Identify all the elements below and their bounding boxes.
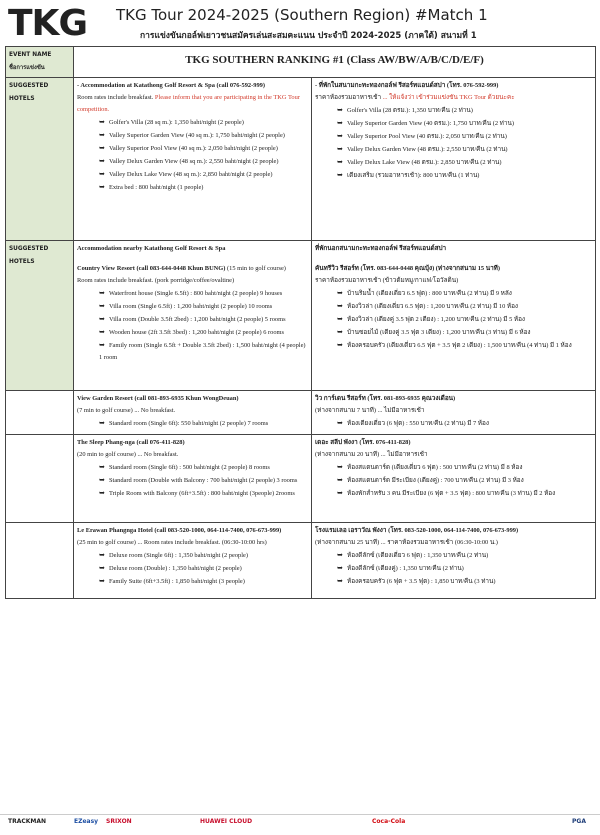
country-view-en: Accommodation nearby Katathong Golf Resort & Spa Country View Resort (call 083-644-0448 Khun BUNG) (15 min to golf course) Room rates include breakfast. (pork porridge/coffee/ovaltine) ➥ Waterfront house (Single 6.5ft) : 800 baht/night (2 people) 9 houses ➥ Villa room (Single 6.5ft) : 1,200 baht/night (2 people) 10 rooms ➥ Villa room (Double 3.5ft 2bed) : 1,200 baht/night (2 people) 5 rooms ➥ Wooden house (2ft 3.5ft 3bed) : 1,200 baht/night (2 people) 6 rooms ➥ Family room (Single 6.5ft + Double 3.5ft 2bed) : 1,500 baht/night (4 people) 1 room: [74, 241, 312, 391]
empty-label-cell: [6, 435, 74, 523]
event-name-row: [6, 47, 596, 78]
arrow-icon: ➥: [99, 131, 105, 139]
page-header: [0, 0, 600, 46]
arrow-icon: ➥: [99, 419, 105, 427]
arrow-icon: ➥: [337, 119, 343, 127]
erawan-en: Le Erawan Phangnga Hotel (call 083-520-1000, 064-114-7400, 076-673-999) (25 min to golf course) ... Room rates include breakfast. (06:30-10:00 hrs) ➥ Deluxe room (Single 6ft) : 1,350 baht/night (2 people) ➥ Deluxe room (Double) : 1,350 baht/night (2 people) ➥ Family Suite (6ft+3.5ft) : 1,850 baht/night (3 people): [74, 523, 312, 599]
arrow-icon: ➥: [337, 171, 343, 179]
arrow-icon: ➥: [99, 170, 105, 178]
arrow-icon: ➥: [99, 183, 105, 191]
arrow-icon: ➥: [99, 144, 105, 152]
sleep-th: เดอะ สลีป พังงา (โทร. 076-411-828) (ห่างจากสนาม 20 นาที) ... ไม่มีอาหารเช้า ➥ ห้องสแตนดาร์ด (เตียงเดี่ยว 6 ฟุต) : 500 บาท/คืน (2 ท่าน) มี 8 ห้อง ➥ ห้องสแตนดาร์ด มีระเบียง (เตียงคู่) : 700 บาท/คืน (2 ท่าน) มี 3 ห้อง ➥ ห้องพักสำหรับ 3 คน มีระเบียง (6 ฟุต + 3.5 ฟุต) : 800 บาท/คืน (3 ท่าน) มี 2 ห้อง: [312, 435, 596, 523]
hotel-row-country-view: [6, 241, 596, 391]
arrow-icon: ➥: [99, 551, 105, 559]
arrow-icon: ➥: [99, 315, 105, 323]
tkg-logo: TKG: [8, 3, 88, 44]
empty-label-cell: [6, 523, 74, 599]
country-view-th: ที่พักนอกสนามกะทะทองกอล์ฟ รีสอร์ทแอนด์สปา คันทรีวิว รีสอร์ท (โทร. 083-644-0448 คุณบุ้ง) (ห่างจากสนาม 15 นาที) ราคาห้องรวมอาหารเช้า (ข้าวต้มหมู/กาแฟ/โอวัลติน) ➥ บ้านริมน้ำ (เตียงเดี่ยว 6.5 ฟุต) : 800 บาท/คืน (2 ท่าน) มี 9 หลัง ➥ ห้องวิวล่า (เตียงเดี่ยว 6.5 ฟุต) : 1,200 บาท/คืน (2 ท่าน) มี 10 ห้อง ➥ ห้องวิวล่า (เตียงคู่ 3.5 ฟุต 2 เตียง) : 1,200 บาท/คืน (2 ท่าน) มี 5 ห้อง ➥ บ้านซอยไม้ (เตียงคู่ 3.5 ฟุต 3 เตียง) : 1,200 บาท/คืน (3 ท่าน) มี 6 ห้อง ➥ ห้องครอบครัว (เตียงเดี่ยว 6.5 ฟุต + 3.5 ฟุต 2 เตียง) : 1,500 บาท/คืน (4 ท่าน) มี 1 ห้อง: [312, 241, 596, 391]
view-garden-en: View Garden Resort (call 081-893-6935 Khun WongDeuan) (7 min to golf course) ... No breakfast. ➥ Standard room (Single 6ft): 550 baht/night (2 people) 7 rooms: [74, 391, 312, 435]
arrow-icon: ➥: [337, 302, 343, 310]
arrow-icon: ➥: [337, 315, 343, 323]
hotel-row-view-garden: [6, 391, 596, 435]
arrow-icon: ➥: [99, 328, 105, 336]
arrow-icon: ➥: [99, 289, 105, 297]
arrow-icon: ➥: [99, 341, 105, 349]
katathong-en: - Accommodation at Katathong Golf Resort & Spa (call 076-592-999) Room rates include breakfast. Please inform that you are participating in the TKG Tour competition. ➥ Golfer's Villa (28 sq m.): 1,350 baht/night (2 people) ➥ Valley Superior Garden View (40 sq m.): 1,750 baht/night (2 people) ➥ Valley Superior Pool View (40 sq m.): 2,050 baht/night (2 people) ➥ Valley Delux Garden View (48 sq m.): 2,550 baht/night (2 people) ➥ Valley Delux Lake View (48 sq m.): 2,850 baht/night (2 people) ➥ Extra bed : 800 baht/night (1 people): [74, 78, 312, 241]
arrow-icon: ➥: [99, 476, 105, 484]
arrow-icon: ➥: [99, 463, 105, 471]
arrow-icon: ➥: [99, 489, 105, 497]
arrow-icon: ➥: [337, 551, 343, 559]
arrow-icon: ➥: [337, 419, 343, 427]
arrow-icon: ➥: [337, 577, 343, 585]
event-name-label: EVENT NAME ชื่อการแข่งขัน: [6, 47, 74, 78]
page-title: TKG Tour 2024-2025 (Southern Region) #Match 1: [116, 6, 488, 24]
sponsor-logo: TRACKMAN: [8, 818, 47, 825]
sponsor-logo: HUAWEI CLOUD: [200, 818, 253, 825]
erawan-th: โรงแรมเลอ เอราวัณ พังงา (โทร. 083-520-1000, 064-114-7400, 076-673-999) (ห่างจากสนาม 25 นาที) ... ราคาห้องรวมอาหารเช้า (06:30-10:00 น.) ➥ ห้องดีลักซ์ (เตียงเดี่ยว 6 ฟุต) : 1,350 บาท/คืน (2 ท่าน) ➥ ห้องดีลักซ์ (เตียงคู่) : 1,350 บาท/คืน (2 ท่าน) ➥ ห้องครอบครัว (6 ฟุต + 3.5 ฟุต) : 1,850 บาท/คืน (3 ท่าน): [312, 523, 596, 599]
hotel-row-sleep: [6, 435, 596, 523]
sponsor-logo: PGA: [572, 818, 586, 825]
katathong-th: - ที่พักในสนามกะทะทองกอล์ฟ รีสอร์ทแอนด์สปา (โทร. 076-592-999) ราคาห้องรวมอาหารเช้า ... ให้แจ้งว่า เข้าร่วมแข่งขัน TKG Tour ด้วยนะคะ ➥ Golfer's Villa (28 ตรม.): 1,350 บาท/คืน (2 ท่าน) ➥ Valley Superior Garden View (40 ตรม.): 1,750 บาท/คืน (2 ท่าน) ➥ Valley Superior Pool View (40 ตรม.): 2,050 บาท/คืน (2 ท่าน) ➥ Valley Delux Garden View (48 ตรม.): 2,550 บาท/คืน (2 ท่าน) ➥ Valley Delux Lake View (48 ตรม.): 2,850 บาท/คืน (2 ท่าน) ➥ เตียงเสริม (รวมอาหารเช้า): 800 บาท/คืน (1 ท่าน): [312, 78, 596, 241]
view-garden-th: วิว การ์เดน รีสอร์ท (โทร. 081-893-6935 คุณวงเดือน) (ห่างจากสนาม 7 นาที) ... ไม่มีอาหารเช้า ➥ ห้องเตียงเดี่ยว (6 ฟุต) : 550 บาท/คืน (2 ท่าน) มี 7 ห้อง: [312, 391, 596, 435]
sleep-en: The Sleep Phang-nga (call 076-411-828) (20 min to golf course) ... No breakfast. ➥ Standard room (Single 6ft) : 500 baht/night (2 people) 8 rooms ➥ Standard room (Double with Balcony : 700 baht/night (2 people) 3 rooms ➥ Triple Room with Balcony (6ft+3.5ft) : 800 baht/night (3people) 2rooms: [74, 435, 312, 523]
arrow-icon: ➥: [337, 463, 343, 471]
sponsor-logo: EZeasy: [74, 818, 99, 825]
hotels-table: [5, 46, 596, 599]
arrow-icon: ➥: [337, 158, 343, 166]
hotel-row-erawan: [6, 523, 596, 599]
sponsor-logo: Coca-Cola: [372, 818, 406, 825]
suggested-hotels-label: SUGGESTED HOTELS: [6, 78, 74, 241]
arrow-icon: ➥: [337, 132, 343, 140]
arrow-icon: ➥: [99, 577, 105, 585]
arrow-icon: ➥: [337, 145, 343, 153]
sponsor-footer: [0, 814, 600, 835]
arrow-icon: ➥: [337, 564, 343, 572]
page-subtitle: การแข่งขันกอล์ฟเยาวชนสมัครเล่นสะสมคะแนน ประจำปี 2024-2025 (ภาคใต้) สนามที่ 1: [140, 31, 477, 41]
arrow-icon: ➥: [337, 476, 343, 484]
ranking-title: TKG SOUTHERN RANKING #1 (Class AW/BW/A/B/C/D/E/F): [74, 47, 596, 78]
arrow-icon: ➥: [99, 302, 105, 310]
sponsor-logo: SRIXON: [106, 818, 132, 825]
arrow-icon: ➥: [99, 118, 105, 126]
arrow-icon: ➥: [337, 328, 343, 336]
arrow-icon: ➥: [99, 157, 105, 165]
empty-label-cell: [6, 391, 74, 435]
arrow-icon: ➥: [99, 564, 105, 572]
arrow-icon: ➥: [337, 106, 343, 114]
arrow-icon: ➥: [337, 489, 343, 497]
hotel-row-katathong: [6, 78, 596, 241]
suggested-hotels-label: SUGGESTED HOTELS: [6, 241, 74, 391]
arrow-icon: ➥: [337, 341, 343, 349]
arrow-icon: ➥: [337, 289, 343, 297]
